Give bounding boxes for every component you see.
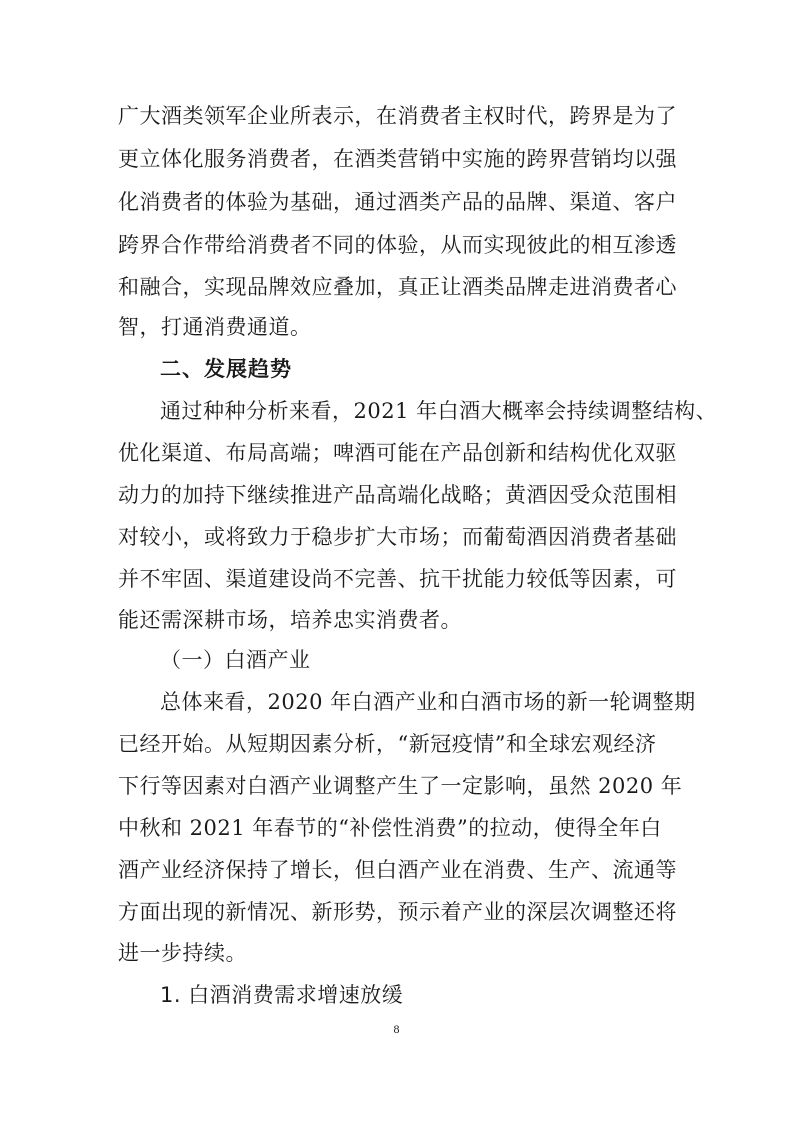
body-line: 跨界合作带给消费者不同的体验，从而实现彼此的相互渗透 <box>118 233 677 257</box>
body-line: 更立体化服务消费者，在酒类营销中实施的跨界营销均以强 <box>118 147 677 171</box>
section-heading: 二、发展趋势 <box>160 357 292 381</box>
body-line: 下行等因素对白酒产业调整产生了一定影响，虽然 2020 年 <box>118 774 683 798</box>
body-line: 化消费者的体验为基础，通过酒类产品的品牌、渠道、客户 <box>118 190 677 214</box>
subsection-heading: （一）白酒产业 <box>160 648 311 672</box>
body-line: 酒产业经济保持了增长，但白酒产业在消费、生产、流通等 <box>118 858 677 882</box>
body-line: 已经开始。从短期因素分析，“新冠疫情”和全球宏观经济 <box>118 732 657 756</box>
page-number: 8 <box>393 1022 400 1036</box>
body-line: 优化渠道、布局高端；啤酒可能在产品创新和结构优化双驱 <box>118 441 677 465</box>
body-line: 动力的加持下继续推进产品高端化战略；黄酒因受众范围相 <box>118 483 677 507</box>
body-line: 对较小，或将致力于稳步扩大市场；而葡萄酒因消费者基础 <box>118 525 677 549</box>
body-line: 进一步持续。 <box>118 941 247 965</box>
body-line: 通过种种分析来看，2021 年白酒大概率会持续调整结构、 <box>160 399 718 423</box>
body-line: 中秋和 2021 年春节的“补偿性消费”的拉动，使得全年白 <box>118 816 662 840</box>
body-line: 方面出现的新情况、新形势，预示着产业的深层次调整还将 <box>118 900 677 924</box>
body-line: 和融合，实现品牌效应叠加，真正让酒类品牌走进消费者心 <box>118 275 677 299</box>
body-line: 智，打通消费通道。 <box>118 315 312 339</box>
numbered-heading: 1. 白酒消费需求增速放缓 <box>160 983 404 1007</box>
body-line: 广大酒类领军企业所表示，在消费者主权时代，跨界是为了 <box>118 104 677 128</box>
body-line: 能还需深耕市场，培养忠实消费者。 <box>118 608 462 632</box>
body-line: 并不牢固、渠道建设尚不完善、抗干扰能力较低等因素，可 <box>118 567 677 591</box>
body-line: 总体来看，2020 年白酒产业和白酒市场的新一轮调整期 <box>160 690 696 714</box>
